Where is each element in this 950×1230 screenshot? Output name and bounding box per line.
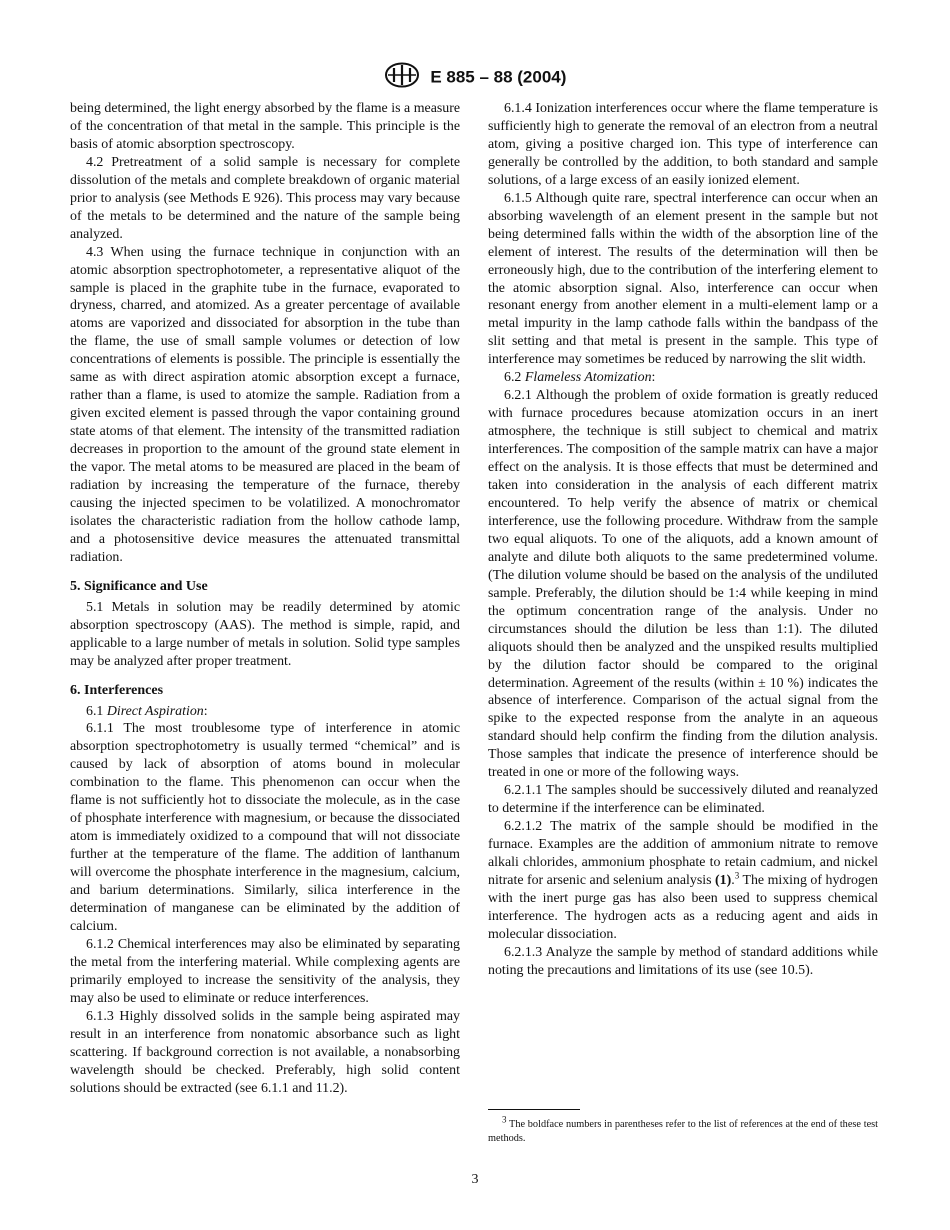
right-column <box>488 100 878 980</box>
paragraph-6-2: 6.2 Flameless Atomization: <box>504 370 656 386</box>
standard-designation: E 885 – 88 (2004) <box>430 67 567 87</box>
footnote-text: The boldface numbers in parentheses refer to the list of references at the end of these test methods. <box>488 1119 879 1144</box>
paragraph-6-2-1-3: 6.2.1.3 Analyze the sample by method of standard additions while noting the precautions and limitations of its use (see 10.5). <box>488 944 878 978</box>
paragraph-6-1-5: 6.1.5 Although quite rare, spectral interference can occur when an absorbing wavelength of an element present in the sample but not being determined falls within the width of the absorption line of the element of interest. The results of the determination will then be erroneously high, due to the contribution of the interfering element to the atomic absorption signal. Also, interference can occur when resonant energy from another element in a multi-element lamp or a metal impurity in the lamp cathode falls within the bandpass of the slit setting and that metal is present in the sample. This type of interference may sometimes be reduced by narrowing the slit width. <box>488 190 878 368</box>
footnote-number: 3 <box>502 1114 507 1125</box>
section-heading-5: 5. Significance and Use <box>70 578 208 594</box>
clause-title: Direct Aspiration <box>106 703 204 719</box>
footnote-marker: 3 <box>734 870 740 881</box>
footnote-divider <box>488 1109 580 1110</box>
footnote <box>488 1114 879 1146</box>
page-number: 3 <box>471 1172 479 1187</box>
astm-logo-icon <box>384 62 420 93</box>
clause-title: Flameless Atomization <box>524 370 652 386</box>
paragraph-5-1: 5.1 Metals in solution may be readily determined by atomic absorption spectroscopy (AAS). The method is simple, rapid, and applicable to a large number of metals in solution. Solid type samples may be analyzed after proper treatment. <box>70 599 460 669</box>
paragraph-6-2-1-2: 6.2.1.2 The matrix of the sample should be modified in the furnace. Examples are the addition of ammonium nitrate to remove alkali chlorides, ammonium phosphate to retain cadmium, and nickel nitrate for arsenic and selenium analysis (1).$^3$ The mixing of hydrogen with the inert purge gas has also been used to suppress chemical interference. The hydrogen acts as a reducing agent and aids in molecular dissociation. <box>488 819 878 942</box>
paragraph-6-1-1: 6.1.1 The most troublesome type of interference in atomic absorption spectrophotometry is usually termed “chemical” and is caused by lack of absorption of atoms bound in molecular combination to the flame. This phenomenon can occur when the flame is not sufficiently hot to dissociate the molecule, as in the case of phosphate interference with magnesium, or because the dissociated atom is immediately oxidized to a compound that will not dissociate further at the temperature of the flame. The addition of lanthanum will overcome the phosphate interference in the magnesium, calcium, and barium determinations. Similarly, silica interference in the determination of manganese can be eliminated by the addition of calcium. <box>70 721 460 934</box>
paragraph-6-1: 6.1 Direct Aspiration: <box>86 703 208 719</box>
left-column <box>70 100 460 1097</box>
paragraph-6-1-3: 6.1.3 Highly dissolved solids in the sample being aspirated may result in an interference from nonatomic absorbance such as light scattering. If background correction is not available, a nonabsorbing wavelength should be checked. Preferably, high solid content solutions should be extracted (see 6.1.1 and 11.2). <box>70 1008 460 1096</box>
paragraph-4-3: 4.3 When using the furnace technique in conjunction with an atomic absorption spectrophotometer, a representative aliquot of the sample is placed in the graphite tube in the furnace, evaporated to dryness, charred, and atomized. As a greater percentage of available atoms are vaporized and dissociated for absorption in the tube than the flame, the use of small sample volumes or detection of low concentrations of elements is possible. The principle is essentially the same as with direct aspiration atomic absorption except a furnace, rather than a flame, is used to atomize the sample. Radiation from a given excited element is passed through the vapor containing ground state atoms of that element. The intensity of the transmitted radiation decreases in proportion to the amount of the ground state element in the vapor. The metal atoms to be measured are placed in the beam of radiation by increasing the temperature of the furnace, thereby causing the injected specimen to be volatilized. A monochromator isolates the characteristic radiation from the hollow cathode lamp, and a photosensitive device measures the attenuated transmittal radiation. <box>70 244 460 565</box>
paragraph-intro: being determined, the light energy absorbed by the flame is a measure of the concentration of that metal in the sample. This principle is the basis of atomic absorption spectroscopy. <box>70 101 460 152</box>
paragraph-4-2: 4.2 Pretreatment of a solid sample is necessary for complete dissolution of the metals and complete breakdown of organic material prior to analysis (see Methods E 926). This process may vary because of the metals to be determined and the nature of the sample being analyzed. <box>70 154 460 242</box>
reference-citation: (1) <box>715 872 732 888</box>
clause-number: 6.2 <box>504 370 522 386</box>
paragraph-6-2-1-1: 6.2.1.1 The samples should be successively diluted and reanalyzed to determine if the interference can be eliminated. <box>488 783 878 817</box>
clause-number: 6.1 <box>86 703 104 719</box>
page-header <box>0 62 950 93</box>
paragraph-6-1-4: 6.1.4 Ionization interferences occur where the flame temperature is sufficiently high to generate the removal of an electron from a neutral atom, giving a positive charged ion. This type of interference can generally be controlled by the addition, to both standard and sample solutions, of a large excess of an easily ionized element. <box>488 101 878 188</box>
section-heading-6: 6. Interferences <box>70 682 164 698</box>
paragraph-6-2-1: 6.2.1 Although the problem of oxide formation is greatly reduced with furnace procedures because atomization occurs in an inert atmosphere, the technique is still subject to chemical and matrix interferences. The composition of the sample matrix can have a major effect on the analysis. It is those effects that must be determined and taken into consideration in the analysis of each different matrix encountered. To help verify the absence of matrix or chemical interference, use the following procedure. Withdraw from the sample two equal aliquots. To one of the aliquots, add a known amount of analyte and dilute both aliquots to the same predetermined volume. (The dilution volume should be based on the analysis of the undiluted sample. Preferably, the dilution should be 1:4 while keeping in mind the optimum concentration range of the analysis. Under no circumstances should the dilution be less than 1:1). The diluted aliquots should then be analyzed and the unspiked results multiplied by the dilution factor should be compared to the original determination. Agreement of the results (within ± 10 %) indicates the absence of interference. Comparison of the actual signal from the spike to the expected response from the analyte in an aqueous standard should help confirm the finding from the dilution analysis. Those samples that indicate the presence of interference should be treated in one or more of the following ways. <box>488 388 878 781</box>
paragraph-6-1-2: 6.1.2 Chemical interferences may also be eliminated by separating the metal from the interfering material. While complexing agents are primarily employed to increase the sensitivity of the analysis, they may also be used to eliminate or reduce interferences. <box>70 936 460 1006</box>
